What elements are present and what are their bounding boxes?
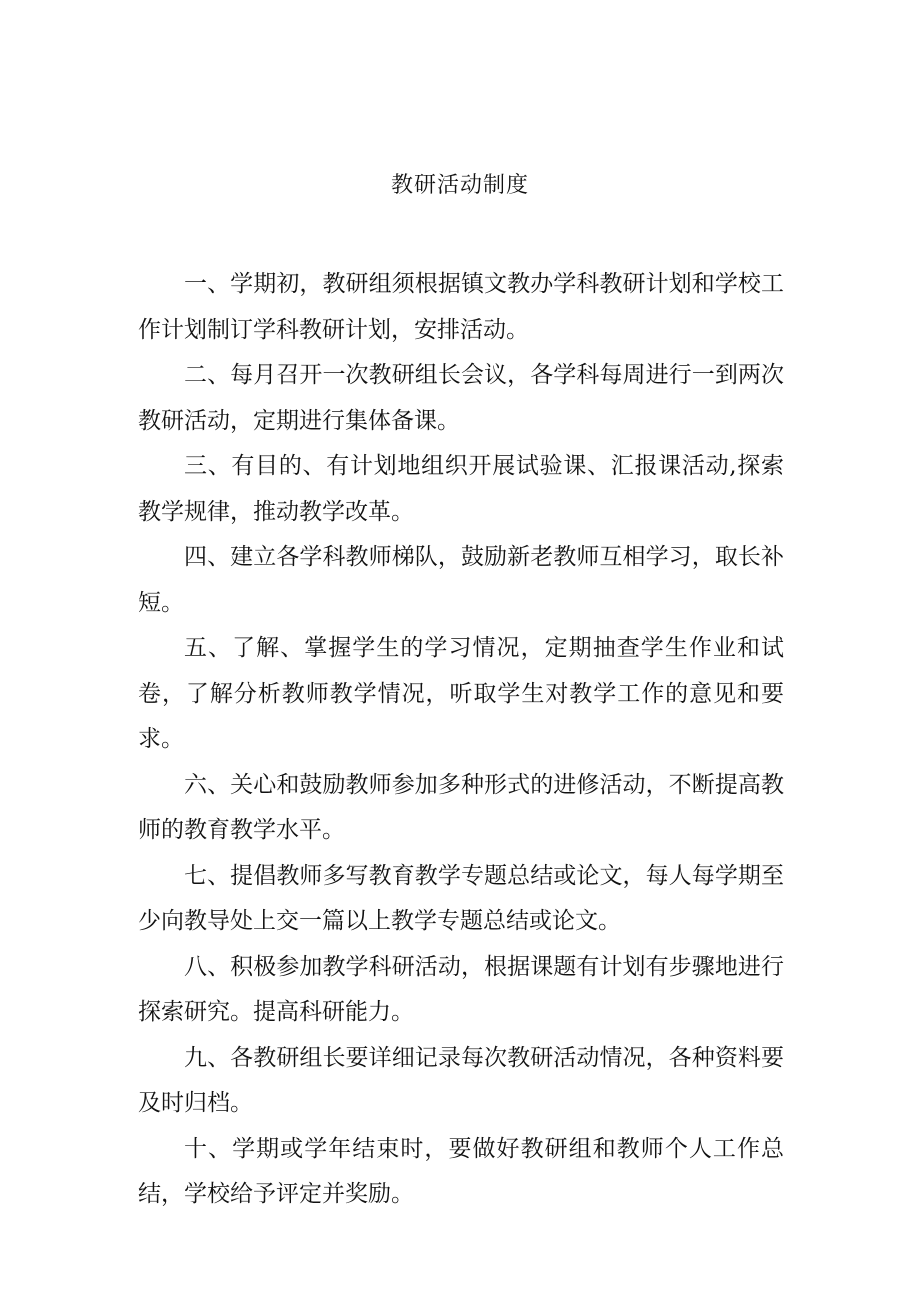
article-8: 八、积极参加教学科研活动，根据课题有计划有步骤地进行探索研究。提高科研能力。 (138, 953, 784, 1025)
article-10: 十、学期或学年结束时，要做好教研组和教师个人工作总结，学校给予评定并奖励。 (138, 1135, 784, 1207)
article-7: 七、提倡教师多写教育教学专题总结或论文，每人每学期至少向教导处上交一篇以上教学专题总结或论文。 (138, 862, 784, 934)
article-list (138, 262, 784, 1218)
article-5: 五、了解、掌握学生的学习情况，定期抽查学生作业和试卷，了解分析教师教学情况，听取学生对教学工作的意见和要求。 (138, 635, 784, 752)
article-6: 六、关心和鼓励教师参加多种形式的进修活动，不断提高教师的教育教学水平。 (138, 771, 784, 843)
article-1: 一、学期初，教研组须根据镇文教办学科教研计划和学校工作计划制订学科教研计划，安排活动。 (138, 271, 784, 343)
document-title: 教研活动制度 (390, 173, 529, 198)
article-3: 三、有目的、有计划地组织开展试验课、汇报课活动,探索教学规律，推动教学改革。 (138, 453, 784, 525)
article-4: 四、建立各学科教师梯队，鼓励新老教师互相学习，取长补短。 (138, 544, 784, 616)
article-9: 九、各教研组长要详细记录每次教研活动情况，各种资料要及时归档。 (138, 1044, 784, 1116)
article-2: 二、每月召开一次教研组长会议，各学科每周进行一到两次教研活动，定期进行集体备课。 (138, 362, 784, 434)
